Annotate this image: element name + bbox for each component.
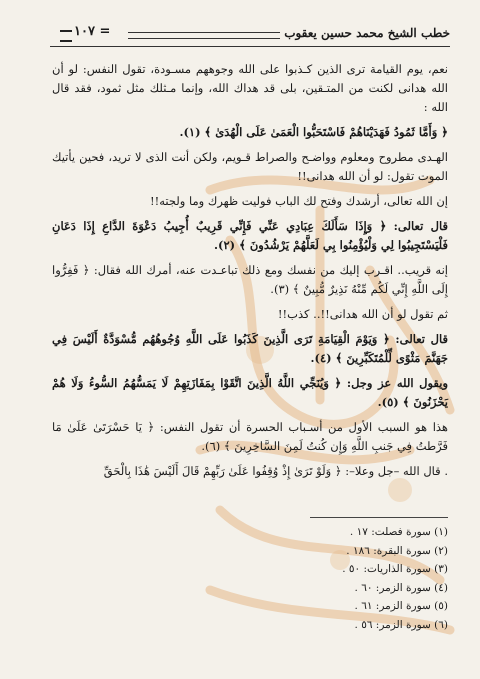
paragraph: ثم تقول لو أن الله هدانى!!.. كذب!! xyxy=(277,307,448,321)
footnote: (٥) سورة الزمر: ٦١ . xyxy=(354,600,448,612)
paragraph: الهـدى مطروح ومعلوم وواضـح والصراط قـويم، ولكن أنت الذى لا تريد، فحين يأتيك الموت تقول: لو أن الله هدانى!! xyxy=(52,150,448,183)
paragraph: هذا هو السبب الأول من أسـباب الحسرة أن تقول النفس: ﴿ يَا حَسْرَتَىٰ عَلَىٰ مَا فَرَّطتُ فِي جَنبِ اللَّهِ وَإِن كُنتُ لَمِنَ السَّاخِرِينَ ﴾ (٦). xyxy=(52,420,448,453)
footnotes xyxy=(300,523,448,634)
footnote-separator xyxy=(310,517,448,518)
footnote: (٤) سورة الزمر: ٦٠ . xyxy=(354,581,448,594)
book-title: خطب الشيخ محمد حسين يعقوب xyxy=(284,26,450,40)
quran-verse: ﴿ وَأَمَّا ثَمُودُ فَهَدَيْنَاهُمْ فَاسْتَحَبُّوا الْعَمَىٰ عَلَى الْهُدَىٰ ﴾ (١). xyxy=(179,125,448,139)
footnote: (٣) سورة الذاريات: ٥٠ . xyxy=(342,563,448,575)
quran-verse: ويقول الله عز وجل: ﴿ وَيُنَجِّي اللَّهُ الَّذِينَ اتَّقَوْا بِمَفَازَتِهِمْ لَا يَمَسُّهُمُ السُّوءُ وَلَا هُمْ يَحْزَنُونَ ﴾ (٥). xyxy=(52,376,448,409)
quran-verse: قال تعالى: ﴿ وَيَوْمَ الْقِيَامَةِ تَرَى الَّذِينَ كَذَبُوا عَلَى اللَّهِ وُجُوهُهُم مُّسْوَدَّةٌ أَلَيْسَ فِي جَهَنَّمَ مَثْوًى لِّلْمُتَكَبِّرِينَ ﴾ (٤). xyxy=(52,332,448,365)
paragraph: إنه قريب.. اقـرب إليك من نفسك ومع ذلك تباعـدت عنه، أمرك الله فقال: ﴿ فَفِرُّوا إِلَى اللَّهِ إِنِّي لَكُم مِّنْهُ نَذِيرٌ مُّبِينٌ ﴾ (٣). xyxy=(52,263,448,296)
paragraph: . قال الله –جل وعلا–: ﴿ وَلَوْ تَرَىٰ إِذْ وُقِفُوا عَلَىٰ رَبِّهِمْ قَالَ أَلَيْسَ هَٰذَا بِالْحَقِّ xyxy=(103,464,448,478)
footnote: (١) سورة فصلت: ١٧ . xyxy=(349,526,448,538)
running-header xyxy=(50,22,450,48)
quran-verse: قال تعالى: ﴿ وَإِذَا سَأَلَكَ عِبَادِي عَنِّي فَإِنِّي قَرِيبٌ أُجِيبُ دَعْوَةَ الدَّاعِ إِذَا دَعَانِ فَلْيَسْتَجِيبُوا لِي وَلْيُؤْمِنُوا بِي لَعَلَّهُمْ يَرْشُدُونَ ﴾ (٢). xyxy=(52,219,448,252)
paragraph: نعم، يوم القيامة ترى الذين كـذبوا على الله وجوههم مسـودة، تقول النفس: لو أن الله هدانى لكنت من المتـقين، بلى قد هداك الله، وإنما مـثلك مثل ثمود، فقد قال الله : xyxy=(52,62,448,114)
footnote: (٢) سورة البقرة: ١٨٦ . xyxy=(346,544,448,557)
footnote: (٦) سورة الزمر: ٥٦ . xyxy=(354,618,448,631)
page-number: ١٠٧ = xyxy=(74,24,111,39)
main-text xyxy=(52,60,448,487)
header-bars-ornament xyxy=(60,30,72,42)
header-underline xyxy=(50,46,450,47)
paragraph: إن الله تعالى، أرشدك وفتح لك الباب فوليت ظهرك وما ولجته!! xyxy=(149,194,448,208)
header-rule xyxy=(128,32,280,39)
